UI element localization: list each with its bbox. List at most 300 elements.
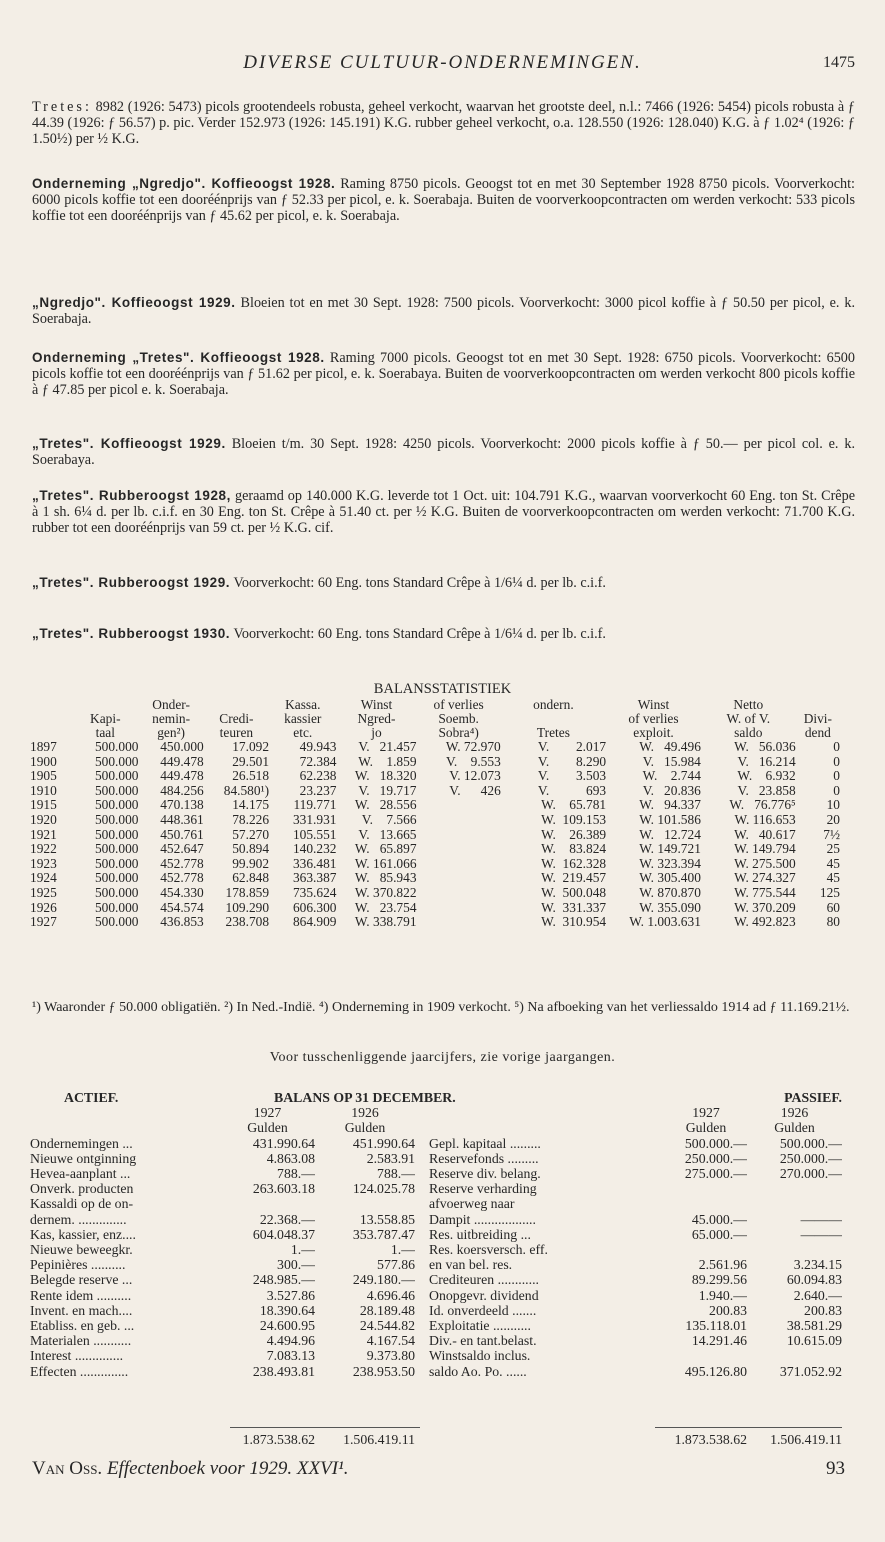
statistics-value-cell: 125	[819, 884, 840, 900]
statistics-value-cell: W. 28.556	[354, 797, 417, 813]
balance-amount-cell: 14.291.46	[691, 1333, 747, 1349]
statistics-value-cell: W. 109.153	[541, 811, 607, 827]
statistics-value-cell: W. 370.822	[354, 884, 417, 900]
paragraph-text: Raming 7000 picols. Geoogst tot en met 30 Sept. 1928: 6750 picols. Voorverkocht: 6500 picols koffie tot een dooréénprijs van ƒ 51.62 per picol, e. k. Soerabaya. Buiten de voorverkoopcontracten om werden verkocht 800 picols koffie à ƒ 47.85 per picol e. k. Soerabaja.	[32, 350, 855, 398]
statistics-row	[30, 798, 840, 813]
balance-amount-cell: 3.234.15	[793, 1257, 842, 1273]
paragraph-text: Bloeien tot en met 30 Sept. 1928: 7500 picols. Voorverkocht: 3000 picol koffie à ƒ 50.50 per picol, e. k. Soerabaja.	[32, 295, 855, 327]
intermediate-note: Voor tusschenliggende jaarcijfers, zie vorige jaargangen.	[269, 1050, 616, 1065]
statistics-value-cell: W. 219.457	[541, 870, 607, 886]
statistics-value-cell: 178.859	[225, 884, 270, 900]
balance-label-cell: Hevea-aanplant ...	[30, 1166, 131, 1182]
statistics-value-cell: 26.518	[232, 768, 270, 784]
page-number: 1475	[823, 54, 855, 71]
balance-label-cell: Materialen ...........	[30, 1333, 132, 1349]
statistics-value-cell: 454.574	[160, 899, 204, 915]
statistics-value-cell: V. 7.566	[361, 811, 417, 827]
balance-unit-row	[30, 1120, 842, 1135]
unit-passief-b: Gulden	[774, 1120, 815, 1136]
balance-label-cell: Reservefonds .........	[429, 1150, 539, 1166]
statistics-value-cell: W. 274.327	[734, 870, 796, 886]
statistics-value-cell: 72.384	[299, 753, 337, 769]
year-a-passief: 1927	[692, 1105, 720, 1121]
balance-row	[30, 1257, 842, 1272]
statistics-value-cell: W. 149.794	[734, 841, 796, 857]
statistics-value-cell: 450.000	[160, 739, 204, 754]
statistics-header-cell: of verlies Soemb. Sobra⁴)	[433, 697, 484, 740]
total-passief-1926: 1.506.419.11	[770, 1432, 842, 1447]
balance-label-cell: Effecten ..............	[30, 1363, 129, 1379]
statistics-value-cell: 336.481	[292, 855, 337, 871]
year-a-actief: 1927	[253, 1105, 282, 1121]
balance-label-cell: dernem. ..............	[30, 1211, 127, 1227]
statistics-year-cell: 1922	[30, 841, 57, 857]
statistics-year-cell: 1926	[30, 899, 57, 915]
statistics-value-cell: V. 8.290	[537, 753, 607, 769]
unit-actief-a: Gulden	[247, 1120, 288, 1136]
statistics-value-cell: 57.270	[232, 826, 270, 842]
footer-book-title: Effectenboek voor 1929. XXVI¹.	[106, 1458, 349, 1479]
statistics-row	[30, 915, 840, 930]
balance-row	[30, 1303, 842, 1318]
statistics-value-cell: W. 26.389	[541, 826, 607, 842]
statistics-value-cell: 49.943	[299, 739, 337, 754]
paragraph-text: geraamd op 140.000 K.G. leverde tot 1 Oct. uit: 104.791 K.G., waarvan voorverkocht 60 Eng. ton St. Crêpe à 1 sh. 6¼ d. per lb. c.i.f. en 30 Eng. ton St. Crêpe à 51.40 ct. per ½ K.G. Buiten de voorverkoopcontracten om werden verkocht: 71.700 K.G. rubber tot een dooréénprijs van 59 ct. per ½ K.G. cif.	[32, 488, 855, 536]
statistics-value-cell: W. 2.744	[642, 768, 701, 784]
statistics-value-cell: 436.853	[160, 914, 204, 930]
statistics-value-cell: 7½	[823, 826, 840, 842]
unit-passief-a: Gulden	[685, 1120, 727, 1136]
statistics-value-cell: V. 12.073	[449, 768, 501, 784]
totals-row	[30, 1432, 842, 1447]
statistics-value-cell: 470.138	[160, 797, 204, 813]
statistics-value-cell	[417, 857, 501, 872]
statistics-value-cell: W. 305.400	[639, 870, 701, 886]
balance-amount-cell: 38.581.29	[786, 1318, 842, 1334]
balance-amount-cell: 24.600.95	[259, 1318, 315, 1334]
statistics-value-cell: 452.778	[160, 855, 204, 871]
statistics-value-cell: W. 149.721	[639, 841, 701, 857]
balance-amount-cell: 45.000.—	[691, 1211, 747, 1227]
statistics-value-cell: W. 83.824	[541, 841, 607, 857]
balance-label-cell: Div.- en tant.belast.	[429, 1333, 537, 1349]
balance-amount-cell	[665, 1348, 747, 1363]
balance-amount-cell: 238.493.81	[252, 1363, 315, 1379]
footer-source	[32, 1458, 348, 1480]
balance-totals	[30, 1432, 842, 1447]
statistics-value-cell: 119.771	[293, 797, 337, 813]
statistics-value-cell: V. 3.503	[537, 768, 607, 784]
statistics-header-cell: Onder- nemin- gen²)	[152, 697, 191, 740]
statistics-value-cell: 500.000	[94, 870, 139, 886]
statistics-value-cell: 0	[833, 782, 840, 798]
statistics-value-cell: 500.000	[94, 841, 139, 857]
statistics-value-cell: W. 56.036	[734, 739, 796, 754]
statistics-value-cell: 331.931	[292, 811, 337, 827]
statistics-year-cell: 1900	[30, 753, 57, 769]
statistics-value-cell: V. 693	[537, 782, 607, 798]
running-header	[30, 52, 855, 78]
statistics-value-cell: 500.000	[94, 753, 139, 769]
balance-sheet	[30, 1090, 842, 1379]
statistics-year-cell: 1905	[30, 768, 57, 784]
balance-amount-cell: 200.83	[804, 1302, 842, 1318]
balance-amount-cell: 1.—	[290, 1242, 315, 1258]
statistics-value-cell: W. 76.776⁵	[729, 797, 796, 813]
balance-label-cell: Winstsaldo inclus.	[429, 1348, 531, 1364]
statistics-value-cell: 0	[833, 739, 840, 754]
balance-row	[30, 1196, 842, 1211]
statistics-value-cell: 606.300	[292, 899, 337, 915]
statistics-value-cell: W. 116.653	[734, 811, 796, 827]
statistics-value-cell: V. 16.214	[737, 753, 796, 769]
statistics-header-cell: Credi- teuren	[219, 711, 254, 740]
balance-row	[30, 1288, 842, 1303]
statistics-value-cell: V. 19.717	[358, 782, 417, 798]
statistics-value-cell: 20	[826, 811, 840, 827]
statistics-value-cell: V. 426	[449, 782, 501, 798]
paragraph-tretes-rubber-1929	[32, 575, 855, 592]
statistics-header-cell: Divi- dend	[803, 711, 832, 740]
balance-label-cell: Nieuwe ontginning	[30, 1150, 137, 1166]
statistics-value-cell: V. 20.836	[642, 782, 701, 798]
statistics-value-cell	[417, 871, 501, 886]
statistics-value-cell: 99.902	[232, 855, 270, 871]
paragraph-text: Bloeien t/m. 30 Sept. 1928: 4250 picols. Voorverkocht: 2000 picols koffie à ƒ 50.— per picol col. e. k. Soerabaya.	[32, 436, 855, 468]
paragraph-tretes-totals	[32, 100, 855, 147]
statistics-value-cell: W. 18.320	[354, 768, 417, 784]
balance-row	[30, 1333, 842, 1348]
balance-amount-cell: 353.787.47	[352, 1226, 415, 1242]
statistics-body	[30, 740, 840, 930]
statistics-value-cell: W. 49.496	[639, 739, 701, 754]
paragraph-tretes-koffie-1929	[32, 436, 855, 469]
statistics-value-cell: W. 162.328	[541, 855, 607, 871]
statistics-value-cell: 50.894	[232, 841, 270, 857]
balance-label-cell: Crediteuren ............	[429, 1272, 539, 1288]
statistics-header-cell: Netto W. of V. saldo	[726, 697, 771, 740]
statistics-value-cell	[417, 901, 501, 916]
balance-amount-cell: 7.083.13	[266, 1348, 315, 1364]
year-b-passief: 1926	[780, 1105, 809, 1121]
paragraph-text: Voorverkocht: 60 Eng. tons Standard Crêpe à 1/6¼ d. per lb. c.i.f.	[230, 575, 606, 591]
balance-amount-cell: 300.—	[277, 1257, 315, 1273]
footer-page-number: 93	[826, 1458, 845, 1479]
statistics-value-cell: 450.761	[160, 826, 204, 842]
statistics-value-cell: 238.708	[225, 914, 270, 930]
statistics-value-cell: W. 23.754	[354, 899, 417, 915]
statistics-value-cell: 363.387	[292, 870, 337, 886]
total-passief-1927: 1.873.538.62	[674, 1432, 747, 1447]
statistics-value-cell: 80	[826, 914, 840, 930]
balance-amount-cell: 495.126.80	[684, 1363, 747, 1379]
statistics-value-cell: V. 21.457	[358, 739, 417, 754]
statistics-header-cell: Kassa. kassier etc.	[284, 697, 322, 740]
statistics-year-cell: 1924	[30, 870, 57, 886]
balance-label-cell: Onverk. producten	[30, 1181, 134, 1197]
paragraph-text: 8982 (1926: 5473) picols grootendeels robusta, geheel verkocht, waarvan het grootste deel, n.l.: 7466 (1926: 5454) picols robusta à ƒ 44.39 (1926: ƒ 56.57) p. pic. Verder 152.973 (1926: 145.191) K.G. rubber geheel verkocht, o.a. 128.550 (1926: 128.040) K.G. à ƒ 1.02⁴ (1926: ƒ 1.50½) per ½ K.G.	[32, 99, 855, 147]
statistics-value-cell	[417, 915, 501, 930]
statistics-value-cell: 735.624	[292, 884, 337, 900]
balance-amount-cell	[315, 1196, 415, 1211]
year-b-actief: 1926	[351, 1105, 379, 1121]
balance-amount-cell: 250.000.—	[779, 1150, 842, 1166]
balance-label-cell: Rente idem ..........	[30, 1287, 132, 1303]
balance-amount-cell: 577.86	[377, 1257, 415, 1273]
total-actief-1927: 1.873.538.62	[242, 1432, 315, 1447]
statistics-value-cell: 500.000	[94, 884, 139, 900]
balance-label-cell: Belegde reserve ...	[30, 1272, 133, 1288]
balance-row	[30, 1151, 842, 1166]
statistics-value-cell: W. 500.048	[541, 884, 607, 900]
paragraph-ngredjo-koffie-1929	[32, 295, 855, 328]
statistics-value-cell: 25	[826, 841, 840, 857]
statistics-header-cell: Winst of verlies exploit.	[628, 697, 679, 740]
statistics-value-cell: 500.000	[94, 899, 139, 915]
balance-label-cell: afvoerweg naar	[429, 1196, 515, 1212]
balance-amount-cell	[747, 1196, 842, 1211]
balance-amount-cell: 4.696.46	[366, 1287, 415, 1303]
balance-amount-cell: 65.000.—	[691, 1226, 747, 1242]
statistics-value-cell: 140.232	[292, 841, 337, 857]
balance-amount-cell: 89.299.56	[691, 1272, 747, 1288]
statistics-row	[30, 813, 840, 828]
balance-amount-cell: 28.189.48	[359, 1302, 415, 1318]
totals-rule-passief	[655, 1427, 842, 1428]
paragraph-lead: Onderneming „Tretes". Koffieoogst 1928.	[32, 350, 325, 365]
passief-title: PASSIEF.	[784, 1090, 842, 1105]
totals-rule-actief	[230, 1427, 420, 1428]
statistics-value-cell: W. 338.791	[354, 914, 417, 930]
paragraph-lead: „Tretes". Rubberoogst 1930.	[32, 626, 231, 641]
balance-title-row	[30, 1090, 842, 1105]
statistics-value-cell: W. 65.897	[354, 841, 417, 857]
statistics-value-cell: V. 9.553	[445, 753, 501, 769]
statistics-value-cell: W. 355.090	[639, 899, 701, 915]
statistics-value-cell	[417, 886, 501, 901]
balance-row	[30, 1242, 842, 1257]
statistics-value-cell: W. 6.932	[737, 768, 796, 784]
balance-label-cell: Interest ..............	[30, 1348, 124, 1364]
statistics-value-cell: 500.000	[94, 797, 139, 813]
statistics-table	[30, 698, 840, 930]
statistics-value-cell: V. 13.665	[358, 826, 417, 842]
statistics-value-cell: 500.000	[94, 855, 139, 871]
total-actief-1926: 1.506.419.11	[343, 1432, 415, 1447]
balance-label-cell: Kassaldi op de on-	[30, 1196, 134, 1212]
statistics-year-cell: 1915	[30, 797, 57, 813]
statistics-year-cell: 1921	[30, 826, 57, 842]
statistics-year-cell: 1925	[30, 884, 57, 900]
statistics-row	[30, 784, 840, 799]
balance-label-cell: Exploitatie ...........	[429, 1318, 531, 1334]
paragraph-lead: „Tretes". Koffieoogst 1929.	[32, 436, 226, 451]
balance-amount-cell: ———	[800, 1226, 842, 1242]
unit-actief-b: Gulden	[344, 1120, 386, 1136]
statistics-value-cell: 500.000	[94, 914, 139, 930]
balance-row	[30, 1364, 842, 1379]
statistics-value-cell: W. 1.003.631	[629, 914, 701, 930]
balance-label-cell: Kas, kassier, enz....	[30, 1226, 136, 1242]
balance-label-cell: Onopgevr. dividend	[429, 1287, 539, 1303]
statistics-value-cell: 454.330	[160, 884, 204, 900]
statistics-value-cell: 10	[826, 797, 840, 813]
balance-amount-cell: 238.953.50	[352, 1363, 415, 1379]
statistics-value-cell	[417, 813, 501, 828]
statistics-row	[30, 901, 840, 916]
statistics-row	[30, 886, 840, 901]
statistics-value-cell: 448.361	[160, 811, 204, 827]
statistics-value-cell: W. 72.970	[445, 739, 501, 754]
balance-label-cell: Pepinières ..........	[30, 1257, 126, 1273]
balance-amount-cell: 451.990.64	[352, 1135, 415, 1151]
balance-amount-cell	[665, 1181, 747, 1196]
balance-amount-cell: 2.561.96	[698, 1257, 747, 1273]
paragraph-lead: „Tretes". Rubberoogst 1929.	[32, 575, 231, 590]
statistics-value-cell: W. 870.870	[639, 884, 701, 900]
statistics-value-cell: W. 275.500	[734, 855, 796, 871]
balance-label-cell: Res. koersversch. eff.	[429, 1242, 548, 1258]
statistics-header-cell: ondern. Tretes	[533, 697, 574, 740]
balance-title: BALANS OP 31 DECEMBER.	[274, 1090, 456, 1105]
balance-amount-cell	[747, 1348, 842, 1363]
paragraph-lead: Tretes:	[32, 99, 92, 115]
balance-amount-cell: 275.000.—	[684, 1166, 747, 1182]
paragraph-lead: „Ngredjo". Koffieoogst 1929.	[32, 295, 236, 310]
statistics-value-cell	[417, 798, 501, 813]
balance-row	[30, 1181, 842, 1196]
statistics-value-cell: 0	[833, 753, 840, 769]
statistics-header-row	[30, 698, 840, 740]
statistics-value-cell: 109.290	[225, 899, 270, 915]
statistics-title: BALANSSTATISTIEK	[373, 681, 512, 697]
statistics-row	[30, 871, 840, 886]
paragraph-tretes-rubber-1930	[32, 626, 855, 643]
statistics-row	[30, 842, 840, 857]
statistics-value-cell: 84.580¹)	[223, 782, 270, 798]
statistics-header-cell: Kapi- taal	[90, 711, 121, 740]
balance-amount-cell: 431.990.64	[252, 1135, 315, 1151]
paragraph-tretes-rubber-1928	[32, 488, 855, 536]
statistics-value-cell: 864.909	[292, 914, 337, 930]
balance-label-cell: Gepl. kapitaal .........	[429, 1135, 541, 1151]
balance-row	[30, 1272, 842, 1287]
footer-source-b: Oss.	[64, 1458, 107, 1479]
balance-amount-cell: 2.640.—	[793, 1287, 842, 1303]
statistics-value-cell: 60	[826, 899, 840, 915]
balance-amount-cell: 1.940.—	[698, 1287, 747, 1303]
balance-amount-cell: 4.167.54	[366, 1333, 415, 1349]
balance-label-cell: Dampit ..................	[429, 1211, 536, 1227]
balance-amount-cell: 124.025.78	[352, 1181, 415, 1197]
balance-amount-cell: 270.000.—	[779, 1166, 842, 1182]
footer-source-a: Van	[32, 1458, 65, 1479]
statistics-value-cell: 0	[833, 768, 840, 784]
balance-amount-cell: 604.048.37	[252, 1226, 315, 1242]
balance-amount-cell: 3.527.86	[266, 1287, 315, 1303]
statistics-value-cell: W. 161.066	[354, 855, 417, 871]
balance-amount-cell: 13.558.85	[359, 1211, 415, 1227]
running-title: DIVERSE CULTUUR-ONDERNEMINGEN.	[243, 52, 642, 73]
statistics-value-cell: W. 1.859	[358, 753, 417, 769]
statistics-value-cell: 78.226	[232, 811, 270, 827]
balance-amount-cell: 2.583.91	[366, 1150, 415, 1166]
statistics-value-cell: 62.238	[299, 768, 337, 784]
statistics-year-cell: 1897	[30, 739, 57, 754]
balance-amount-cell: 500.000.—	[779, 1135, 842, 1151]
balance-label-cell: Res. uitbreiding ...	[429, 1226, 531, 1242]
statistics-value-cell: W. 331.337	[541, 899, 607, 915]
balance-row	[30, 1227, 842, 1242]
balance-amount-cell: 788.—	[277, 1166, 315, 1182]
paragraph-lead: „Tretes". Rubberoogst 1928,	[32, 488, 232, 503]
balance-amount-cell: 10.615.09	[786, 1333, 842, 1349]
balance-label-cell: saldo Ao. Po. ......	[429, 1363, 527, 1379]
balance-amount-cell	[665, 1242, 747, 1257]
balance-amount-cell	[220, 1196, 315, 1211]
statistics-value-cell: W. 101.586	[639, 811, 701, 827]
balance-row	[30, 1136, 842, 1151]
actief-title: ACTIEF.	[64, 1090, 119, 1105]
balance-label-cell: Id. onverdeeld .......	[429, 1302, 537, 1318]
balance-amount-cell: 250.000.—	[684, 1150, 747, 1166]
statistics-value-cell	[417, 842, 501, 857]
balance-amount-cell	[747, 1181, 842, 1196]
statistics-value-cell: 45	[826, 870, 840, 886]
statistics-value-cell: W. 370.209	[734, 899, 796, 915]
statistics-value-cell: 23.237	[299, 782, 337, 798]
statistics-row	[30, 740, 840, 755]
statistics-year-cell: 1927	[30, 914, 57, 930]
statistics-value-cell: 484.256	[160, 782, 204, 798]
statistics-header-cell: Winst Ngred- jo	[357, 697, 396, 740]
statistics-value-cell: 500.000	[94, 811, 139, 827]
balance-amount-cell: 200.83	[709, 1302, 747, 1318]
statistics-value-cell: 14.175	[232, 797, 270, 813]
statistics-value-cell: W. 310.954	[541, 914, 607, 930]
balance-amount-cell: 60.094.83	[786, 1272, 842, 1288]
statistics-value-cell: 17.092	[232, 739, 270, 754]
statistics-value-cell: 500.000	[94, 782, 139, 798]
statistics-row	[30, 857, 840, 872]
balance-label-cell: Reserve verharding	[429, 1181, 537, 1197]
paragraph-ngredjo-koffie-1928	[32, 176, 855, 224]
statistics-value-cell: W. 85.943	[354, 870, 417, 886]
statistics-value-cell: W. 323.394	[639, 855, 701, 871]
balance-label-cell: Nieuwe beweegkr.	[30, 1242, 133, 1258]
statistics-value-cell: 105.551	[292, 826, 337, 842]
statistics-header-cell	[30, 698, 72, 740]
paragraph-lead: Onderneming „Ngredjo". Koffieoogst 1928.	[32, 176, 336, 191]
balance-label-cell: Etabliss. en geb. ...	[30, 1318, 135, 1334]
balance-amount-cell: 4.863.08	[266, 1150, 315, 1166]
statistics-value-cell: V. 2.017	[537, 739, 607, 754]
balance-amount-cell: 249.180.—	[352, 1272, 415, 1288]
statistics-value-cell: W. 492.823	[734, 914, 796, 930]
footnotes: ¹) Waaronder ƒ 50.000 obligatiën. ²) In Ned.-Indië. ⁴) Onderneming in 1909 verkocht. ⁵) Na afboeking van het verliessaldo 1914 ad ƒ 11.169.21½.	[32, 1000, 850, 1015]
statistics-value-cell: 449.478	[160, 753, 204, 769]
balance-amount-cell: 263.603.18	[252, 1181, 315, 1197]
statistics-value-cell: 452.778	[160, 870, 204, 886]
balance-amount-cell: 500.000.—	[684, 1135, 747, 1151]
statistics-row	[30, 755, 840, 770]
balance-amount-cell	[665, 1196, 747, 1211]
balance-row	[30, 1212, 842, 1227]
statistics-value-cell: 45	[826, 855, 840, 871]
statistics-year-cell: 1923	[30, 855, 57, 871]
balance-amount-cell: 9.373.80	[366, 1348, 415, 1364]
statistics-row	[30, 828, 840, 843]
